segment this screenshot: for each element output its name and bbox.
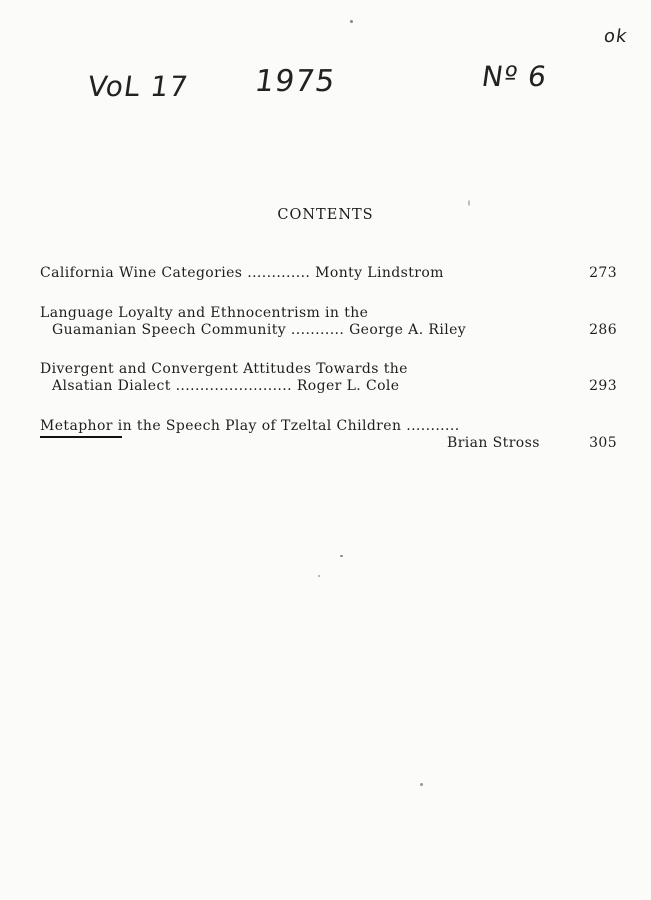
handwritten-number: Nº 6 <box>479 60 550 93</box>
toc-entry-page: 305 <box>589 435 617 451</box>
toc-entry-title-continued: Guamanian Speech Community ........... George A. Riley <box>52 322 467 338</box>
toc-entry-title-continued: Alsatian Dialect ........................ Roger L. Cole <box>52 378 400 394</box>
toc-entry-title: Divergent and Convergent Attitudes Towards the <box>40 361 408 377</box>
scan-speck <box>318 575 320 577</box>
handwritten-underline <box>40 436 122 438</box>
toc-entry-title: Metaphor in the Speech Play of Tzeltal Children ........... <box>40 418 460 434</box>
contents-heading: CONTENTS <box>277 207 374 223</box>
toc-entry-title: California Wine Categories ............. Monty Lindstrom <box>40 265 444 281</box>
scan-speck <box>350 20 353 23</box>
toc-entry-page: 273 <box>589 265 617 281</box>
scan-speck <box>340 555 343 557</box>
handwritten-volume: VoL 17 <box>85 70 191 103</box>
toc-entry-page: 286 <box>589 322 617 338</box>
toc-entry-author: Brian Stross <box>447 435 540 451</box>
toc-entry-page: 293 <box>589 378 617 394</box>
scan-speck <box>468 200 470 206</box>
scan-speck <box>420 783 423 786</box>
toc-entry-title: Language Loyalty and Ethnocentrism in the <box>40 305 369 321</box>
handwritten-year: 1975 <box>252 64 338 99</box>
handwritten-check: ok <box>602 26 629 47</box>
